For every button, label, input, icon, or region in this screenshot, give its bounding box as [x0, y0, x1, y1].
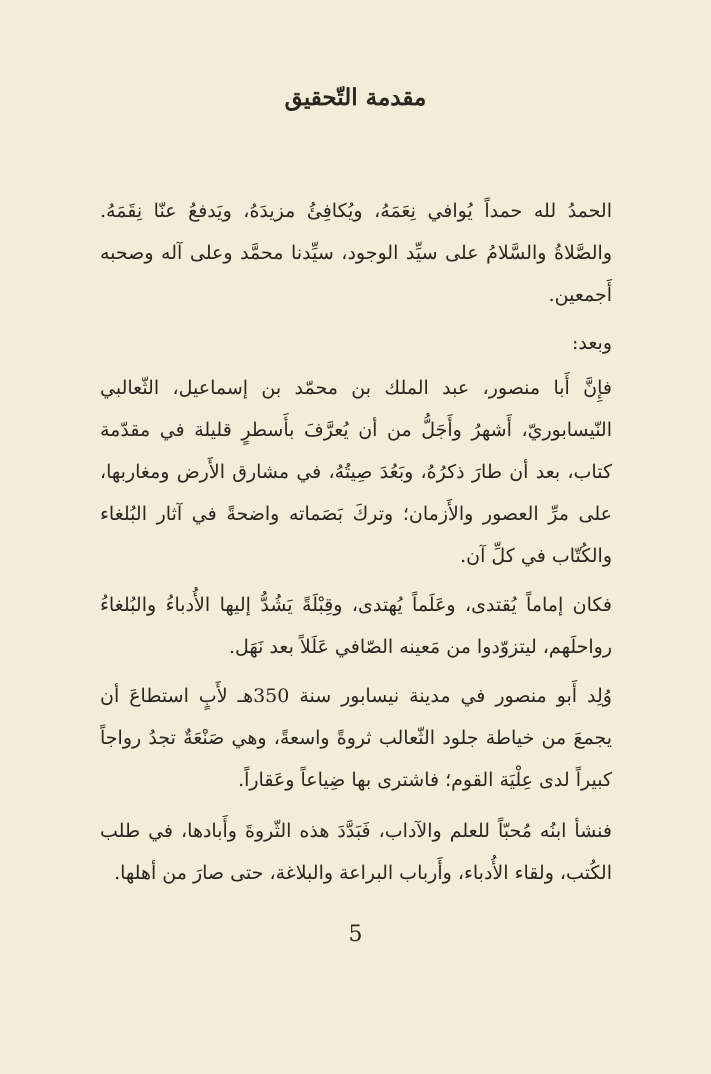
paragraph-birth: وُلِد أَبو منصور في مدينة نيسابور سنة 350هـ لأَبٍ استطاعَ أن يجمعَ من خياطة جلود الثّعالب ثروةً واسعةً، وهي صَنْعَةٌ تجدُ رواجاً كبيراً لدى عِلْيَة القوم؛ فاشترى بها ضِياعاً وعَقاراً.	[100, 685, 612, 791]
paragraph-author-status: فكان إماماً يُقتدى، وعَلَماً يُهتدى، وقِبْلَةً يَشُدُّ إليها الأُدباءُ والبُلغاءُ رواحلَهم، ليتزوّدوا من مَعينه الصّافي عَلَلاً بعد نَهَل.	[100, 594, 612, 658]
paragraph-upbringing: فنشأ ابنُه مُحبّاً للعلم والآداب، فَبَدَّدَ هذه الثّروةَ وأَبادها، في طلب الكُتب، ولقاء الأُدباء، وأَرباب البراعة والبلاغة، حتى صارَ من أهلها.	[100, 820, 612, 884]
page-title: مقدمة التّحقيق	[284, 84, 427, 111]
paragraph-praise: الحمدُ لله حمداً يُوافي نِعَمَهُ، ويُكافِئُ مزيدَهُ، ويَدفعُ عنّا نِقَمَهُ. والصَّلاةُ والسَّلامُ على سيِّد الوجود، سيِّدنا محمَّد وعلى آله وصحبه أَجمعين.	[100, 200, 612, 306]
paragraph-author-intro: فإِنَّ أَبا منصور، عبد الملك بن محمّد بن إسماعيل، الثّعالبي النّيسابوريّ، أَشهرُ وأَجَلُّ من أن يُعرَّفَ بأَسطرٍ قليلة في مقدّمة كتاب، بعد أن طارَ ذكرُهُ، وبَعُدَ صِيتُهُ، في مشارق الأَرض ومغاربها، على مرِّ العصور والأَزمان؛ وتركَ بَصَماته واضحةً في آثار البُلغاء والكُتّاب في كلِّ آن.	[100, 377, 612, 567]
page-number: 5	[348, 922, 363, 947]
paragraph-transition: وبعد:	[571, 332, 612, 354]
